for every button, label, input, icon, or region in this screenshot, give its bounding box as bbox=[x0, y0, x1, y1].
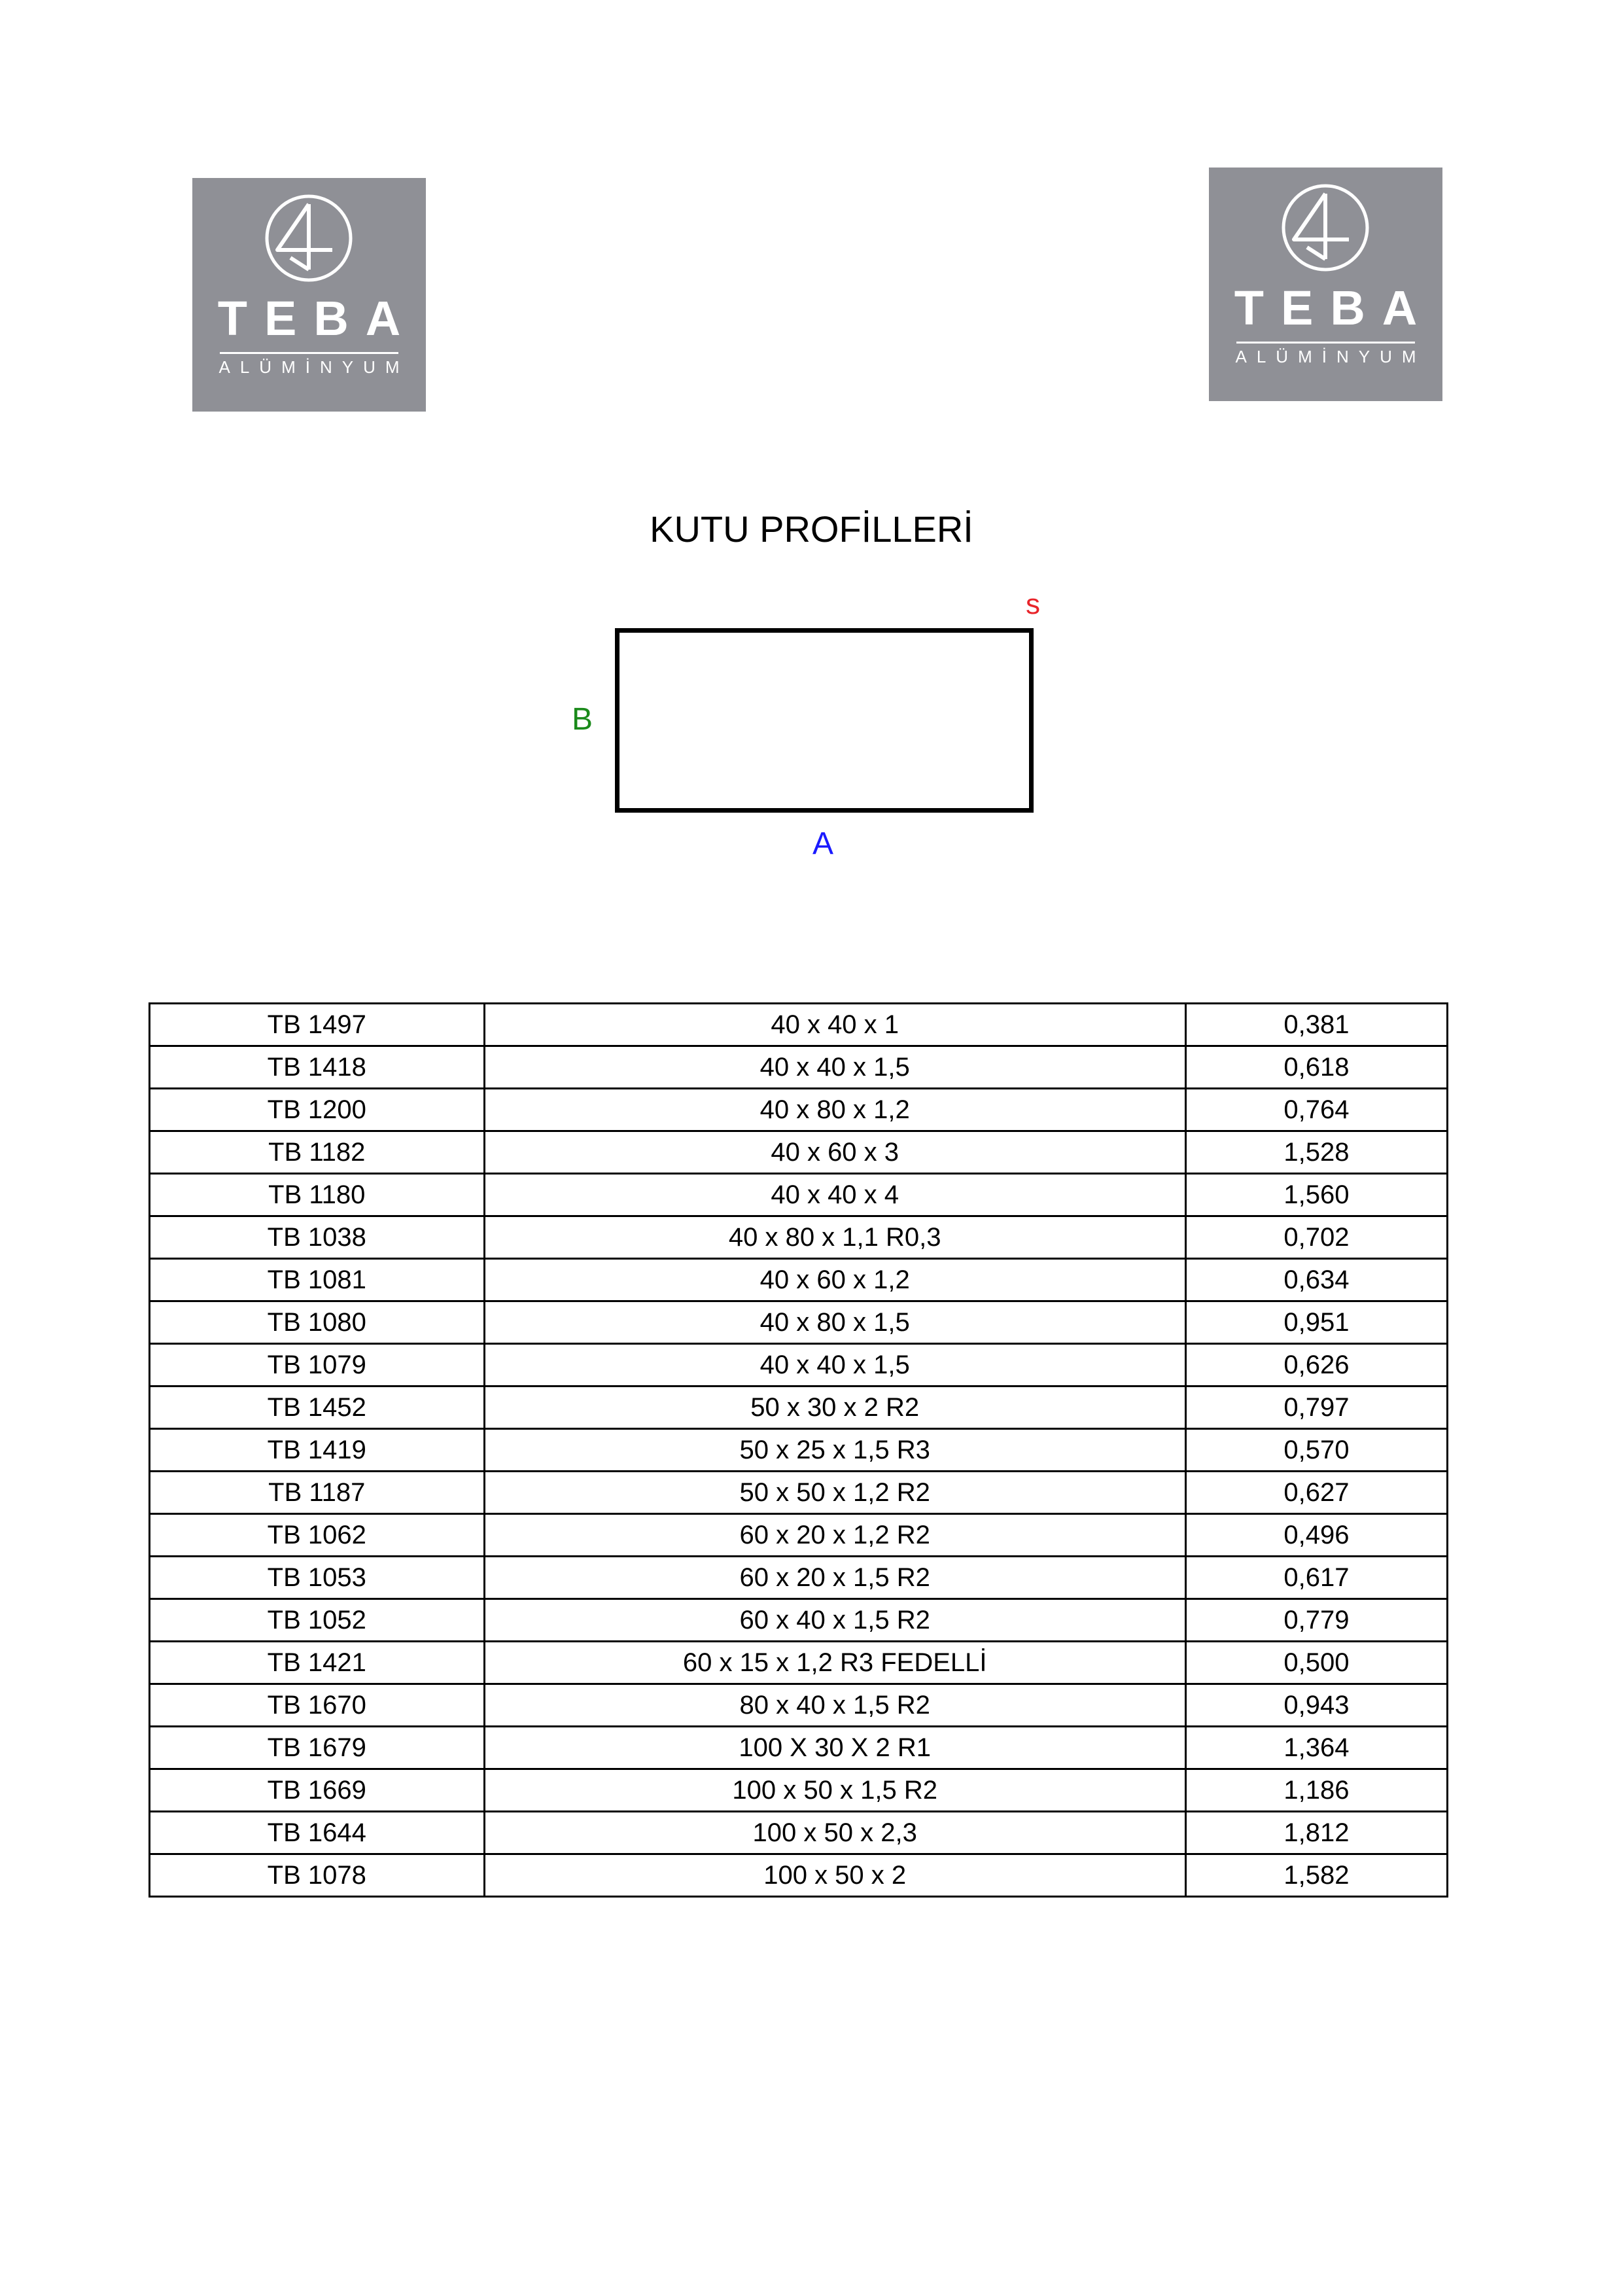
table-row bbox=[150, 1386, 1448, 1429]
profile-weight-cell: 0,943 bbox=[1185, 1684, 1447, 1727]
profile-code-cell: TB 1052 bbox=[150, 1599, 485, 1642]
profile-weight-cell: 0,779 bbox=[1185, 1599, 1447, 1642]
profile-code-cell: TB 1053 bbox=[150, 1557, 485, 1599]
profile-dimensions-cell: 50 x 50 x 1,2 R2 bbox=[484, 1472, 1185, 1514]
profile-weight-cell: 1,364 bbox=[1185, 1727, 1447, 1769]
teba-logo-right bbox=[1209, 168, 1442, 401]
table-row bbox=[150, 1004, 1448, 1046]
teba-logo-left bbox=[192, 178, 426, 412]
profile-dimensions-cell: 40 x 40 x 1,5 bbox=[484, 1046, 1185, 1089]
profile-code-cell: TB 1079 bbox=[150, 1344, 485, 1386]
profile-weight-cell: 0,764 bbox=[1185, 1089, 1447, 1131]
profile-dimensions-cell: 40 x 60 x 3 bbox=[484, 1131, 1185, 1174]
table-row bbox=[150, 1174, 1448, 1216]
profiles-table-body bbox=[150, 1004, 1448, 1897]
profile-dimensions-cell: 40 x 60 x 1,2 bbox=[484, 1259, 1185, 1301]
profile-dimensions-cell: 40 x 40 x 1 bbox=[484, 1004, 1185, 1046]
profile-dimensions-cell: 40 x 40 x 1,5 bbox=[484, 1344, 1185, 1386]
page-title: KUTU PROFİLLERİ bbox=[650, 508, 973, 550]
table-row bbox=[150, 1089, 1448, 1131]
profile-code-cell: TB 1497 bbox=[150, 1004, 485, 1046]
logo-divider bbox=[220, 352, 398, 354]
table-row bbox=[150, 1514, 1448, 1557]
profile-code-cell: TB 1080 bbox=[150, 1301, 485, 1344]
profile-dimensions-cell: 100 X 30 X 2 R1 bbox=[484, 1727, 1185, 1769]
profile-rectangle bbox=[615, 628, 1034, 813]
profile-code-cell: TB 1180 bbox=[150, 1174, 485, 1216]
profile-code-cell: TB 1679 bbox=[150, 1727, 485, 1769]
profile-dimensions-cell: 100 x 50 x 2,3 bbox=[484, 1812, 1185, 1854]
profile-weight-cell: 1,560 bbox=[1185, 1174, 1447, 1216]
profile-weight-cell: 1,582 bbox=[1185, 1854, 1447, 1897]
table-row bbox=[150, 1854, 1448, 1897]
profile-code-cell: TB 1669 bbox=[150, 1769, 485, 1812]
profile-dimensions-cell: 60 x 20 x 1,5 R2 bbox=[484, 1557, 1185, 1599]
profile-weight-cell: 0,617 bbox=[1185, 1557, 1447, 1599]
logo-subtitle-text: ALÜMİNYUM bbox=[1235, 347, 1426, 366]
table-row bbox=[150, 1684, 1448, 1727]
profile-weight-cell: 0,496 bbox=[1185, 1514, 1447, 1557]
profile-dimensions-cell: 100 x 50 x 1,5 R2 bbox=[484, 1769, 1185, 1812]
profile-weight-cell: 0,618 bbox=[1185, 1046, 1447, 1089]
logo-subtitle-text: ALÜMİNYUM bbox=[218, 357, 410, 377]
profiles-table bbox=[148, 1002, 1448, 1898]
profile-dimensions-cell: 80 x 40 x 1,5 R2 bbox=[484, 1684, 1185, 1727]
logo-brand-text: TEBA bbox=[1234, 281, 1435, 335]
table-row bbox=[150, 1429, 1448, 1472]
table-row bbox=[150, 1599, 1448, 1642]
profile-weight-cell: 0,634 bbox=[1185, 1259, 1447, 1301]
height-label: B bbox=[572, 702, 593, 737]
table-row bbox=[150, 1769, 1448, 1812]
profile-weight-cell: 0,797 bbox=[1185, 1386, 1447, 1429]
profile-code-cell: TB 1419 bbox=[150, 1429, 485, 1472]
profile-dimensions-cell: 60 x 20 x 1,2 R2 bbox=[484, 1514, 1185, 1557]
profile-dimensions-cell: 40 x 80 x 1,2 bbox=[484, 1089, 1185, 1131]
profile-weight-cell: 1,186 bbox=[1185, 1769, 1447, 1812]
profile-weight-cell: 0,570 bbox=[1185, 1429, 1447, 1472]
profile-dimensions-cell: 60 x 40 x 1,5 R2 bbox=[484, 1599, 1185, 1642]
profile-dimensions-cell: 40 x 40 x 4 bbox=[484, 1174, 1185, 1216]
profile-dimensions-cell: 50 x 30 x 2 R2 bbox=[484, 1386, 1185, 1429]
profile-dimensions-cell: 40 x 80 x 1,1 R0,3 bbox=[484, 1216, 1185, 1259]
profile-weight-cell: 0,951 bbox=[1185, 1301, 1447, 1344]
profile-dimensions-cell: 40 x 80 x 1,5 bbox=[484, 1301, 1185, 1344]
profile-code-cell: TB 1078 bbox=[150, 1854, 485, 1897]
profile-weight-cell: 0,626 bbox=[1185, 1344, 1447, 1386]
profile-weight-cell: 1,528 bbox=[1185, 1131, 1447, 1174]
profile-code-cell: TB 1200 bbox=[150, 1089, 485, 1131]
table-row bbox=[150, 1301, 1448, 1344]
table-row bbox=[150, 1812, 1448, 1854]
profile-code-cell: TB 1038 bbox=[150, 1216, 485, 1259]
width-label: A bbox=[812, 826, 834, 861]
table-row bbox=[150, 1046, 1448, 1089]
table-row bbox=[150, 1727, 1448, 1769]
profile-weight-cell: 0,627 bbox=[1185, 1472, 1447, 1514]
profile-code-cell: TB 1418 bbox=[150, 1046, 485, 1089]
table-row bbox=[150, 1642, 1448, 1684]
profile-code-cell: TB 1187 bbox=[150, 1472, 485, 1514]
table-row bbox=[150, 1557, 1448, 1599]
profile-dimensions-cell: 60 x 15 x 1,2 R3 FEDELLİ bbox=[484, 1642, 1185, 1684]
thickness-label: s bbox=[1026, 588, 1040, 620]
profile-dimensions-cell: 100 x 50 x 2 bbox=[484, 1854, 1185, 1897]
profile-code-cell: TB 1182 bbox=[150, 1131, 485, 1174]
profile-code-cell: TB 1452 bbox=[150, 1386, 485, 1429]
profile-code-cell: TB 1081 bbox=[150, 1259, 485, 1301]
profile-weight-cell: 0,500 bbox=[1185, 1642, 1447, 1684]
table-row bbox=[150, 1344, 1448, 1386]
profile-weight-cell: 0,381 bbox=[1185, 1004, 1447, 1046]
profile-dimensions-cell: 50 x 25 x 1,5 R3 bbox=[484, 1429, 1185, 1472]
box-profile-diagram bbox=[563, 576, 1060, 864]
profile-weight-cell: 0,702 bbox=[1185, 1216, 1447, 1259]
table-row bbox=[150, 1472, 1448, 1514]
table-row bbox=[150, 1259, 1448, 1301]
profile-code-cell: TB 1670 bbox=[150, 1684, 485, 1727]
profile-code-cell: TB 1644 bbox=[150, 1812, 485, 1854]
profile-weight-cell: 1,812 bbox=[1185, 1812, 1447, 1854]
profile-code-cell: TB 1062 bbox=[150, 1514, 485, 1557]
table-row bbox=[150, 1131, 1448, 1174]
logo-brand-text: TEBA bbox=[217, 291, 418, 345]
profile-code-cell: TB 1421 bbox=[150, 1642, 485, 1684]
table-row bbox=[150, 1216, 1448, 1259]
logo-divider bbox=[1236, 342, 1415, 344]
